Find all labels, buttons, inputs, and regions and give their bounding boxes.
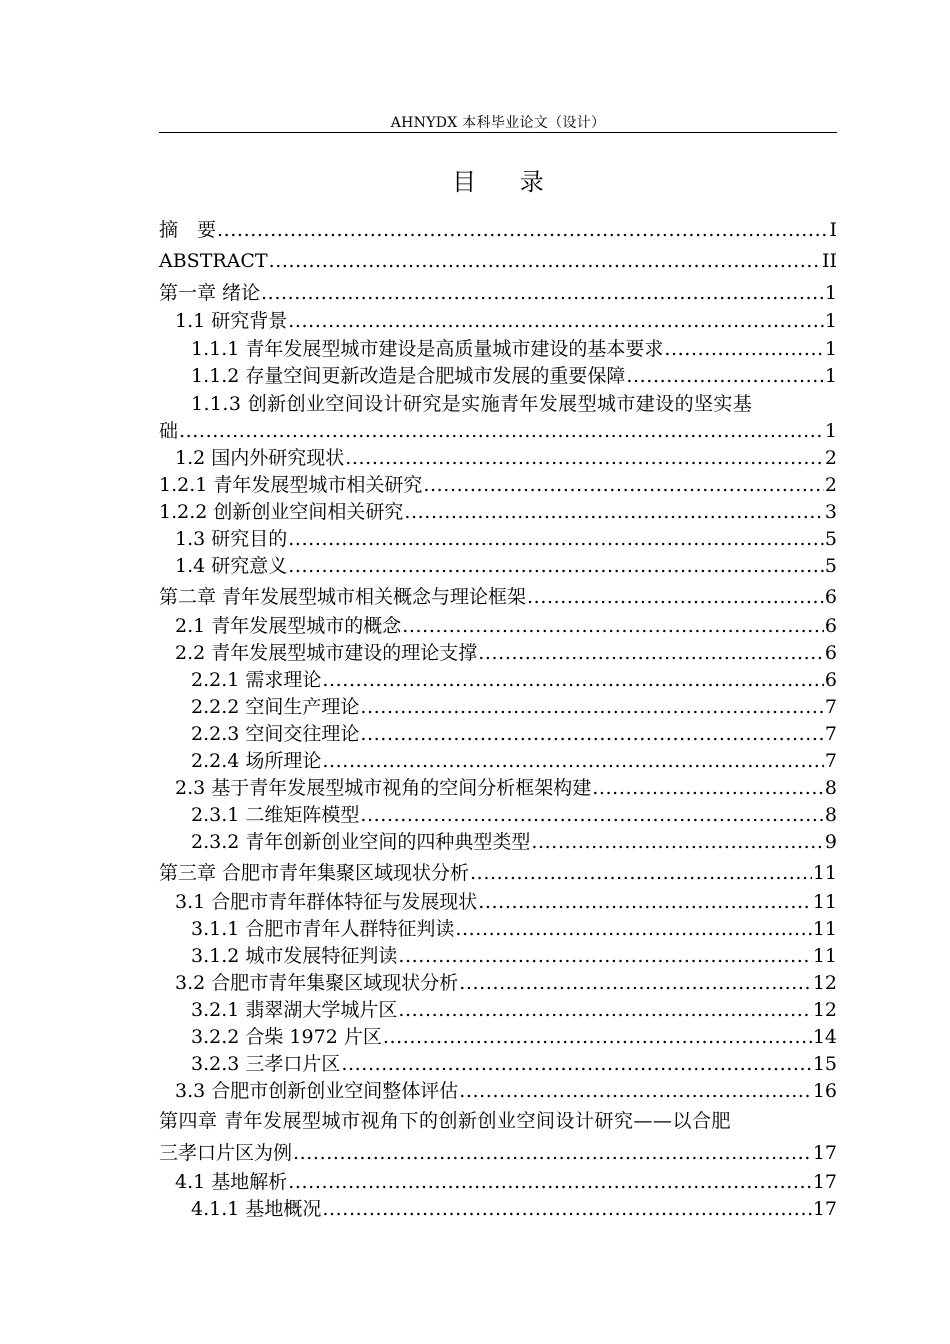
toc-entry-label: 3.3 合肥市创新创业空间整体评估 xyxy=(175,1080,459,1102)
toc-entry[interactable] xyxy=(159,859,837,887)
toc-entry[interactable] xyxy=(159,1077,837,1105)
toc-leader-dots xyxy=(322,747,824,775)
toc-entry-page: 11 xyxy=(812,862,837,884)
toc-leader-dots xyxy=(423,471,824,499)
toc-entry[interactable] xyxy=(159,417,837,445)
toc-entry-page: 6 xyxy=(824,642,837,664)
toc-entry-label: 1.2.1 青年发展型城市相关研究 xyxy=(159,474,423,496)
toc-leader-dots xyxy=(322,1195,811,1223)
toc-entry-label-line1: 1.1.3 创新创业空间设计研究是实施青年发展型城市建设的坚实基 xyxy=(191,393,753,415)
toc-entry[interactable] xyxy=(159,1050,837,1078)
toc-entry-page: 14 xyxy=(812,1026,837,1048)
toc-entry-label: 3.1.1 合肥市青年人群特征判读 xyxy=(191,918,455,940)
toc-entry[interactable] xyxy=(159,915,837,943)
toc-entry-label: 3.2.2 合柴 1972 片区 xyxy=(191,1026,382,1048)
toc-entry-page: 6 xyxy=(824,586,837,608)
toc-entry[interactable] xyxy=(159,1139,837,1167)
toc-entry-page: 6 xyxy=(824,669,837,691)
toc-leader-dots xyxy=(478,888,812,916)
toc-entry-label: 第二章 青年发展型城市相关概念与理论框架 xyxy=(159,586,527,608)
toc-leader-dots xyxy=(261,279,824,307)
toc-entry-page: 1 xyxy=(824,282,837,304)
toc-entry-label: 2.2.4 场所理论 xyxy=(191,750,322,772)
toc-entry-label: 2.2.2 空间生产理论 xyxy=(191,696,360,718)
toc-leader-dots xyxy=(664,335,824,363)
toc-entry[interactable] xyxy=(159,552,837,580)
toc-leader-dots xyxy=(217,216,828,244)
toc-entry-label: 3.1.2 城市发展特征判读 xyxy=(191,945,398,967)
toc-leader-dots xyxy=(383,1023,812,1051)
toc-leader-dots xyxy=(402,612,824,640)
toc-entry-page: 2 xyxy=(824,447,837,469)
toc-leader-dots xyxy=(459,1077,812,1105)
toc-entry-page: I xyxy=(829,219,837,241)
toc-entry-page: 17 xyxy=(812,1142,837,1164)
toc-entry-page: 3 xyxy=(824,501,837,523)
toc-entry[interactable] xyxy=(159,362,837,390)
toc-entry[interactable] xyxy=(159,942,837,970)
toc-entry[interactable] xyxy=(159,969,837,997)
toc-entry-label: 4.1 基地解析 xyxy=(175,1171,288,1193)
toc-leader-dots xyxy=(345,444,824,472)
toc-entry-page: 15 xyxy=(812,1053,837,1075)
toc-entry-label: 1.4 研究意义 xyxy=(175,555,288,577)
toc-entry-label: 1.2.2 创新创业空间相关研究 xyxy=(159,501,404,523)
toc-entry-page: 1 xyxy=(824,310,837,332)
toc-entry[interactable] xyxy=(159,996,837,1024)
toc-entry[interactable] xyxy=(159,666,837,694)
toc-entry-page: 16 xyxy=(812,1080,837,1102)
toc-entry-label: 1.3 研究目的 xyxy=(175,528,288,550)
toc-leader-dots xyxy=(478,639,824,667)
toc-entry-label: 第三章 合肥市青年集聚区域现状分析 xyxy=(159,862,470,884)
toc-leader-dots xyxy=(626,362,824,390)
toc-entry[interactable] xyxy=(159,612,837,640)
toc-entry-label: 2.3.2 青年创新创业空间的四种典型类型 xyxy=(191,831,531,853)
toc-entry[interactable] xyxy=(159,1023,837,1051)
toc-entry-label-line1: 第四章 青年发展型城市视角下的创新创业空间设计研究——以合肥 xyxy=(159,1110,732,1132)
toc-entry-label: 三孝口片区为例 xyxy=(159,1142,293,1164)
toc-entry[interactable] xyxy=(159,444,837,472)
toc-entry-page: 12 xyxy=(812,972,837,994)
header-rule xyxy=(159,132,837,133)
toc-leader-dots xyxy=(360,693,824,721)
toc-leader-dots xyxy=(288,307,824,335)
toc-entry-page: 12 xyxy=(812,999,837,1021)
toc-entry-label: ABSTRACT xyxy=(159,250,268,272)
toc-entry-page: 9 xyxy=(824,831,837,853)
toc-entry-page: 5 xyxy=(824,528,837,550)
toc-entry-page: 7 xyxy=(824,696,837,718)
toc-entry[interactable] xyxy=(159,639,837,667)
toc-entry[interactable] xyxy=(159,720,837,748)
toc-entry-label: 3.1 合肥市青年群体特征与发展现状 xyxy=(175,891,478,913)
toc-entry[interactable] xyxy=(159,774,837,802)
toc-leader-dots xyxy=(322,666,824,694)
toc-entry-label: 1.1.2 存量空间更新改造是合肥城市发展的重要保障 xyxy=(191,365,626,387)
toc-entry-page: 6 xyxy=(824,615,837,637)
toc-entry-label: 2.3.1 二维矩阵模型 xyxy=(191,804,360,826)
toc-entry[interactable] xyxy=(159,1195,837,1223)
toc-entry-label: 2.2.1 需求理论 xyxy=(191,669,322,691)
toc-leader-dots xyxy=(293,1139,812,1167)
toc-leader-dots xyxy=(398,942,811,970)
toc-leader-dots xyxy=(341,1050,811,1078)
toc-entry-page: 11 xyxy=(812,945,837,967)
toc-entry-page: 7 xyxy=(824,723,837,745)
toc-entry[interactable] xyxy=(159,801,837,829)
toc-entry-page: 1 xyxy=(824,365,837,387)
toc-entry-page: 8 xyxy=(824,804,837,826)
toc-entry-label: 1.1.1 青年发展型城市建设是高质量城市建设的基本要求 xyxy=(191,338,664,360)
toc-leader-dots xyxy=(288,1168,812,1196)
toc-leader-dots xyxy=(531,828,824,856)
toc-leader-dots xyxy=(288,525,824,553)
toc-leader-dots xyxy=(455,915,811,943)
toc-entry-label: 3.2.1 翡翠湖大学城片区 xyxy=(191,999,398,1021)
toc-entry-page: 2 xyxy=(824,474,837,496)
toc-entry-page: 11 xyxy=(812,891,837,913)
toc-entry-label: 3.2 合肥市青年集聚区域现状分析 xyxy=(175,972,459,994)
toc-entry-label: 2.1 青年发展型城市的概念 xyxy=(175,615,402,637)
toc-entry[interactable] xyxy=(159,1168,837,1196)
toc-entry-label: 1.1 研究背景 xyxy=(175,310,288,332)
toc-entry-label: 础 xyxy=(159,420,179,442)
toc-entry-label: 1.2 国内外研究现状 xyxy=(175,447,345,469)
toc-leader-dots xyxy=(592,774,824,802)
toc-entry-label: 2.2.3 空间交往理论 xyxy=(191,723,360,745)
toc-leader-dots xyxy=(527,583,824,611)
toc-entry[interactable] xyxy=(159,471,837,499)
toc-title: 目 录 xyxy=(452,168,562,196)
toc-entry[interactable] xyxy=(159,583,837,611)
toc-entry[interactable] xyxy=(159,498,837,526)
toc-entry[interactable] xyxy=(159,216,837,244)
toc-entry-page: 5 xyxy=(824,555,837,577)
toc-leader-dots xyxy=(269,247,821,275)
toc-leader-dots xyxy=(404,498,824,526)
toc-entry-page: 11 xyxy=(812,918,837,940)
toc-leader-dots xyxy=(360,801,824,829)
toc-entry[interactable] xyxy=(159,888,837,916)
toc-entry[interactable] xyxy=(159,693,837,721)
toc-entry[interactable] xyxy=(159,279,837,307)
toc-entry-label: 第一章 绪论 xyxy=(159,282,261,304)
toc-entry-label: 摘 要 xyxy=(159,219,217,241)
toc-entry[interactable] xyxy=(159,335,837,363)
toc-entry-page: 17 xyxy=(812,1171,837,1193)
toc-entry-label: 3.2.3 三孝口片区 xyxy=(191,1053,341,1075)
toc-leader-dots xyxy=(179,417,824,445)
toc-leader-dots xyxy=(288,552,824,580)
toc-leader-dots xyxy=(360,720,824,748)
running-header: AHNYDX 本科毕业论文（设计） xyxy=(390,115,606,131)
toc-entry-label: 4.1.1 基地概况 xyxy=(191,1198,322,1220)
toc-entry-page: 1 xyxy=(824,420,837,442)
toc-leader-dots xyxy=(470,859,812,887)
toc-entry-page: 1 xyxy=(824,338,837,360)
toc-entry-page: II xyxy=(821,250,837,272)
toc-leader-dots xyxy=(459,969,812,997)
toc-entry[interactable] xyxy=(159,828,837,856)
toc-entry-label: 2.2 青年发展型城市建设的理论支撑 xyxy=(175,642,478,664)
toc-entry-label: 2.3 基于青年发展型城市视角的空间分析框架构建 xyxy=(175,777,592,799)
toc-entry[interactable] xyxy=(159,525,837,553)
toc-entry[interactable] xyxy=(159,247,837,275)
toc-entry-page: 7 xyxy=(824,750,837,772)
toc-entry-page: 8 xyxy=(824,777,837,799)
toc-entry[interactable] xyxy=(159,307,837,335)
toc-leader-dots xyxy=(398,996,811,1024)
toc-entry-page: 17 xyxy=(812,1198,837,1220)
toc-entry[interactable] xyxy=(159,747,837,775)
